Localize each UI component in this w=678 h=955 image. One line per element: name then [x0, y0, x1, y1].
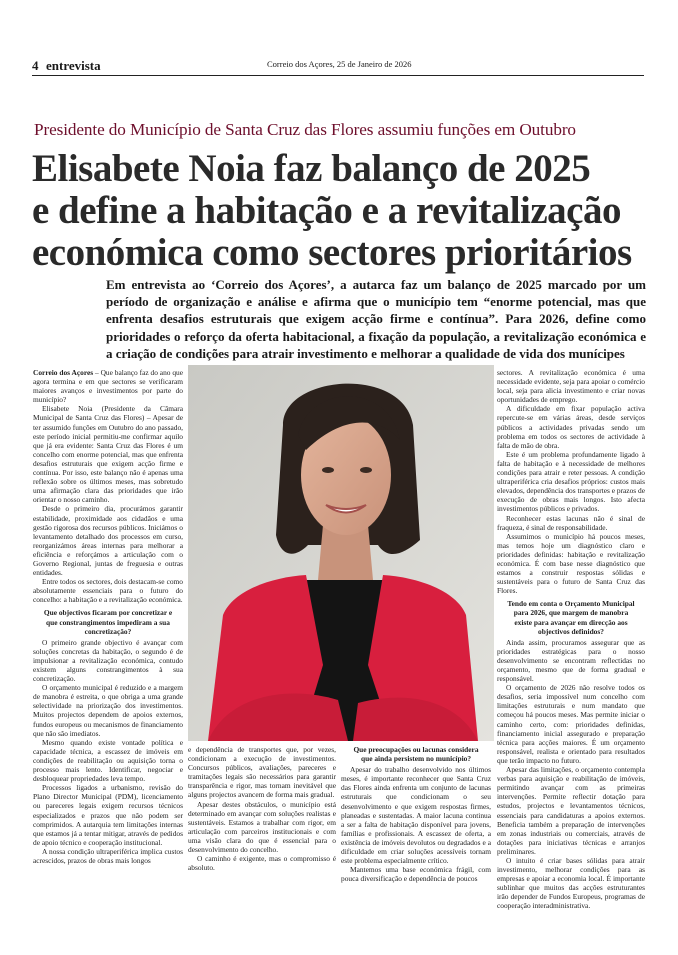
column-1 — [33, 368, 183, 954]
question-heading: Que objectivos ficaram por concretizar e que constrangimentos impediram a sua concretização? — [43, 608, 173, 636]
kicker: Presidente do Município de Santa Cruz das Flores assumiu funções em Outubro — [34, 120, 576, 139]
paragraph: Apesar das limitações, o orçamento contempla verbas para aquisição e reabilitação de imóveis, permitindo avançar com as primeiras intervenções. Permite reflectir dotação para estudos, projectos e levantamentos técnicos, essenciais para candidaturas a apoios externos. Beneficia também a preparação de intervenções em zonas industriais ou comerciais, através de dotações para iniciativas técnicas e arranjos preliminares. — [497, 765, 645, 856]
paragraph: Processos ligados a urbanismo, revisão do Plano Director Municipal (PDM), licenciamento ou pareceres legais exigem recursos técnicos especializados e prazos que não podem ser comprimidos. A autarquia tem limitações internas que estamos já a tentar mitigar, através de pedidos de apoio técnico e cooperação institucional. — [33, 783, 183, 847]
paragraph: Mantemos uma base económica frágil, com pouca diversificação e dependência de poucos — [341, 865, 491, 884]
paragraph: Mesmo quando existe vontade política e capacidade técnica, a escassez de imóveis em condições de reabilitação ou aquisição torna o processo mais lento. Identificar, negociar e desbloquear propriedades leva tempo. — [33, 737, 183, 784]
paragraph: A nossa condição ultraperiférica implica custos acrescidos, prazos de obras mais longos — [33, 846, 183, 865]
paragraph: O caminho é exigente, mas o compromisso é absoluto. — [188, 854, 336, 873]
paragraph: Reconhecer estas lacunas não é sinal de fraqueza, é sinal de responsabilidade. — [497, 513, 645, 532]
paragraph: O intuito é criar bases sólidas para atrair investimento, melhorar condições para as empresas e apoiar a economia local. É importante sublinhar que muitos das acções estruturantes irão depender de Fundos Europeus, programas de cooperação interadministrativa. — [497, 855, 645, 911]
paragraph: Desde o primeiro dia, procurámos garantir estabilidade, proximidade aos cidadãos e uma gestão rigorosa dos recursos públicos. Iniciámos o levantamento detalhado dos processos em curso, reorganizámos áreas internas para melhorar a eficiência e reforçámos a articulação com o Governo Regional, juntas de freguesia e outras entidades. — [33, 504, 183, 578]
column-2 — [188, 745, 336, 955]
paragraph: Apesar destes obstáculos, o município está determinado em avançar com soluções realistas e sustentáveis. Estamos a trabalhar com rigor, em articulação com parceiros institucionais e com uma visão clara do que é essencial para o desenvolvimento do concelho. — [188, 799, 336, 855]
header-rule — [32, 75, 644, 76]
paragraph: e dependência de transportes que, por vezes, condicionam a execução de investimentos. Concursos públicos, avaliações, pareceres e tramitações legais são necessários para garantir transparência e rigor, mas tornam inevitável que alguns projectos avancem de forma mais gradual. — [188, 745, 336, 800]
lead-paragraph: Em entrevista ao ‘Correio dos Açores’, a autarca faz um balanço de 2025 marcado por um período de organização e análise e afirma que o município tem “enorme potencial, mas que enfrenta desafios estruturais que exigem acção firme e contínua”. Para 2026, define como prioridades o reforço da oferta habitacional, a fixação da população, a revitalização económica e a criação de condições para atrair investimento e melhorar a qualidade de vida dos munícipes — [106, 277, 646, 361]
headline-line: Elisabete Noia faz balanço de 2025 — [32, 147, 591, 190]
paragraph: Este é um problema profundamente ligado à falta de habitação e à necessidade de melhores condições para atrair e reter pessoas. A condição ultraperiférica cria desafios próprios: custos mais elevados, dependência dos transportes e prazos de execução de obras mais longos. Isto afecta investimentos públicos e privados. — [497, 449, 645, 514]
headline-line: económica como sectores prioritários — [32, 231, 632, 274]
paragraph: O orçamento municipal é reduzido e a margem de manobra é estreita, o que obriga a uma grande selectividade na priorização dos investimentos. Muitos projectos dependem de apoios externos, fundos europeus ou mecanismos de financiamento que não são imediatos. — [33, 683, 183, 738]
paragraph: sectores. A revitalização económica é uma necessidade evidente, seja para apoiar o comércio local, seja para alicia investimento e criar novas oportunidades de emprego. — [497, 368, 645, 405]
paragraph: Ainda assim, procuramos assegurar que as prioridades estratégicas para o nosso desenvolvimento se encontram reflectidas no orçamento, mesmo que de forma gradual e responsável. — [497, 637, 645, 684]
headline-line: e define a habitação e a revitalização — [32, 189, 621, 232]
portrait-illustration — [188, 365, 494, 741]
portrait-photo — [188, 365, 494, 741]
paragraph: Apesar do trabalho desenvolvido nos últimos meses, é importante reconhecer que Santa Cruz das Flores ainda enfrenta um conjunto de lacunas estruturais que condicionam o seu desenvolvimento e que exigem respostas firmes, planeadas e sustentadas. A maior lacuna continua a ser a falta de habitação disponível para jovens, famílias e profissionais. A escassez de oferta, a existência de imóveis devolutos ou degradados e a dificuldade em criar soluções acessíveis tornam este problema especialmente crítico. — [341, 765, 491, 866]
column-4 — [497, 368, 645, 954]
question-heading: Que preocupações ou lacunas considera que ainda persistem no município? — [353, 745, 479, 764]
interviewer-label: Correio dos Açores — [33, 368, 94, 377]
paragraph: Entre todos os sectores, dois destacam-se como absolutamente essenciais para o futuro do concelho: a habitação e a revitalização económica. — [33, 577, 183, 605]
paragraph: Elisabete Noia (Presidente da Câmara Municipal de Santa Cruz das Flores) – Apesar de ter assumido funções em Outubro do ano passado, este período inicial permitiu-me confirmar aquilo que já era evidente: Santa Cruz das Flores é um concelho com enorme potencial, mas que enfrenta desafios estruturais que exigem acção firme e contínua. Por isso, este balanço não é apenas uma reflexão sobre os últimos meses, mas sobretudo uma afirmação clara das prioridades que irão orientar o nosso caminho. — [33, 404, 183, 505]
headline — [32, 148, 662, 274]
question-heading: Tendo em conta o Orçamento Municipal para 2026, que margem de manobra existe para avançar em direcção aos objectivos definidos? — [507, 599, 635, 636]
paragraph: O primeiro grande objectivo é avançar com soluções concretas da habitação, o segundo é de impulsionar a revitalização económica, contudo existem alguns constrangimentos à sua concretização. — [33, 637, 183, 684]
page-header — [32, 58, 642, 74]
section-label: entrevista — [46, 58, 101, 73]
column-3 — [341, 745, 491, 955]
masthead-date: Correio dos Açores, 25 de Janeiro de 2026 — [267, 59, 412, 69]
question-text: – Que balanço faz do ano que agora termina e em que sectores se verificaram maiores avanços e investimentos por parte do município? — [33, 368, 183, 405]
page-number: 4 — [32, 58, 39, 73]
paragraph: Assumimos o município há poucos meses, mas temos hoje um diagnóstico claro e prioridades definidas: habitação e revitalização económica. É com base nesse diagnóstico que estamos a construir respostas sólidas e sustentáveis para o futuro de Santa Cruz das Flores. — [497, 531, 645, 596]
paragraph: O orçamento de 2026 não resolve todos os desafios, seria impossível num concelho com limitações estruturais e num mandato que começou há poucos meses. Mas permite iniciar o caminho certo, com: prioridades definidas, financiamento inicial assegurado e preparação técnica para acções maiores. É um orçamento responsável, realista e orientado para resultados que terão impacto no futuro. — [497, 683, 645, 765]
paragraph: A dificuldade em fixar população activa repercute-se em várias áreas, desde serviços públicos a actividades privadas sendo um problema em todos os sectores de actividade à falta de mão de obra. — [497, 404, 645, 450]
